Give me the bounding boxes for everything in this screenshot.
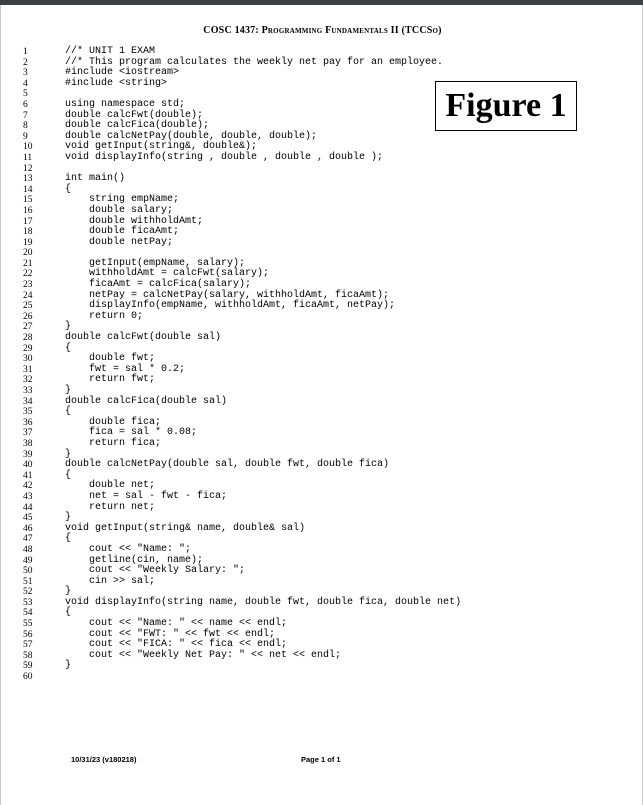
code-text: void getInput(string& name, double& sal) [65,522,306,534]
code-text: fwt = sal * 0.2; [65,363,186,375]
line-number: 51 [23,576,33,587]
line-number: 39 [23,449,33,460]
code-text: { [65,406,72,418]
line-number: 23 [23,280,33,291]
code-line [1,174,643,185]
line-number: 54 [23,608,33,619]
line-number: 57 [23,640,33,651]
line-number: 18 [23,227,33,238]
code-text: cin >> sal; [65,575,156,587]
code-line [1,333,643,344]
line-number: 56 [23,629,33,640]
code-text: return 0; [65,310,144,322]
line-number: 37 [23,428,33,439]
code-text: return fwt; [65,374,156,386]
code-text: cout << "Weekly Net Pay: " << net << endl; [65,649,342,661]
code-text: double ficaAmt; [65,226,180,238]
line-number: 52 [23,587,33,598]
code-line [1,47,643,58]
line-number: 26 [23,311,33,322]
line-number: 22 [23,269,33,280]
code-text: double fwt; [65,353,156,365]
code-text: { [65,342,72,354]
document-page [0,5,643,805]
code-text: using namespace std; [65,98,186,110]
line-number: 17 [23,216,33,227]
code-text: withholdAmt = calcFwt(salary); [65,268,270,280]
code-line [1,503,643,514]
line-number: 46 [23,523,33,534]
code-text: cout << "Name: "; [65,543,192,555]
code-text: return net; [65,501,156,513]
code-text: double calcFwt(double sal) [65,332,222,344]
code-text: ficaAmt = calcFica(salary); [65,279,252,291]
line-number: 49 [23,555,33,566]
code-line [1,439,643,450]
code-text: void getInput(string&, double&); [65,141,258,153]
line-number: 47 [23,534,33,545]
line-number: 10 [23,142,33,153]
code-line [1,460,643,471]
code-text: double salary; [65,204,174,216]
line-number: 21 [23,258,33,269]
code-text: #include <iostream> [65,67,180,79]
line-number: 13 [23,174,33,185]
code-text: getInput(empName, salary); [65,257,246,269]
line-number: 12 [23,163,33,174]
code-text: void displayInfo(string name, double fwt, double fica, double net) [65,596,462,608]
line-number: 44 [23,502,33,513]
code-text: cout << "Weekly Salary: "; [65,565,246,577]
line-number: 58 [23,650,33,661]
code-line [1,672,643,683]
code-line [1,545,643,556]
header-course-title: Programming Fundamentals II (TCCSo) [261,25,442,36]
line-number: 2 [23,57,28,68]
code-text: getline(cin, name); [65,554,204,566]
line-number: 59 [23,661,33,672]
code-text: } [65,586,72,598]
line-number: 8 [23,121,28,132]
line-number: 45 [23,513,33,524]
code-text: string empName; [65,194,180,206]
line-number: 15 [23,195,33,206]
code-text: //* This program calculates the weekly net pay for an employee. [65,56,444,68]
code-line [1,386,643,397]
line-number: 40 [23,460,33,471]
code-text: void displayInfo(string , double , double , double ); [65,151,384,163]
code-text: netPay = calcNetPay(salary, withholdAmt, ficaAmt); [65,289,390,301]
code-text: } [65,321,72,333]
code-text: { [65,183,72,195]
line-number: 14 [23,184,33,195]
code-text: double fica; [65,416,162,428]
line-number: 6 [23,99,28,110]
code-text: double calcNetPay(double, double, double); [65,130,318,142]
code-text: double calcFica(double); [65,120,210,132]
code-line [1,397,643,408]
code-text: double withholdAmt; [65,215,204,227]
code-text: { [65,469,72,481]
footer-page-number: Page 1 of 1 [301,755,341,764]
code-text: } [65,448,72,460]
figure-label-box [435,81,577,131]
code-text: return fica; [65,437,162,449]
code-text: double net; [65,480,156,492]
line-number: 1 [23,47,28,57]
code-line [1,312,643,323]
line-number: 31 [23,364,33,375]
code-text: net = sal - fwt - fica; [65,490,228,502]
line-number: 28 [23,333,33,344]
code-line [1,206,643,217]
code-line [1,661,643,672]
code-line [1,238,643,249]
code-text: fica = sal * 0.08; [65,427,198,439]
line-number: 3 [23,68,28,79]
line-number: 27 [23,322,33,333]
code-text: { [65,533,72,545]
line-number: 25 [23,301,33,312]
line-number: 7 [23,110,28,121]
line-number: 38 [23,438,33,449]
line-number: 53 [23,597,33,608]
code-text: double calcFica(double sal) [65,395,228,407]
line-number: 34 [23,396,33,407]
line-number: 60 [23,672,33,683]
line-number: 55 [23,619,33,630]
line-number: 11 [23,152,33,163]
code-text: double calcFwt(double); [65,109,204,121]
header-course-code: COSC 1437: [203,25,259,36]
footer-date-version: 10/31/23 (v180218) [71,755,137,764]
code-listing [1,47,643,683]
code-text: cout << "Name: " << name << endl; [65,618,288,630]
code-text: cout << "FICA: " << fica << endl; [65,639,288,651]
line-number: 20 [23,248,33,259]
code-line [1,651,643,662]
code-line [1,598,643,609]
code-text: displayInfo(empName, withholdAmt, ficaAmt, netPay); [65,300,396,312]
code-text: } [65,660,72,672]
code-text: double calcNetPay(double sal, double fwt, double fica) [65,459,390,471]
code-text: //* UNIT 1 EXAM [65,46,156,57]
line-number: 24 [23,290,33,301]
line-number: 9 [23,131,28,142]
line-number: 50 [23,566,33,577]
line-number: 16 [23,205,33,216]
line-number: 42 [23,481,33,492]
line-number: 5 [23,89,28,100]
code-line [1,492,643,503]
code-text: } [65,385,72,396]
page-header [1,25,643,36]
line-number: 4 [23,78,28,89]
code-text: double netPay; [65,236,174,248]
line-number: 41 [23,470,33,481]
code-text: int main() [65,173,126,185]
line-number: 43 [23,491,33,502]
code-text: { [65,607,72,619]
line-number: 32 [23,375,33,386]
line-number: 33 [23,386,33,396]
line-number: 35 [23,407,33,418]
code-line [1,153,643,164]
figure-label: Figure 1 [445,87,567,124]
line-number: 30 [23,354,33,365]
line-number: 29 [23,343,33,354]
code-text: } [65,512,72,524]
line-number: 19 [23,237,33,248]
code-text: #include <string> [65,77,168,89]
line-number: 48 [23,544,33,555]
line-number: 36 [23,417,33,428]
code-text: cout << "FWT: " << fwt << endl; [65,628,276,640]
code-line [1,577,643,588]
code-line [1,524,643,535]
code-line [1,375,643,386]
